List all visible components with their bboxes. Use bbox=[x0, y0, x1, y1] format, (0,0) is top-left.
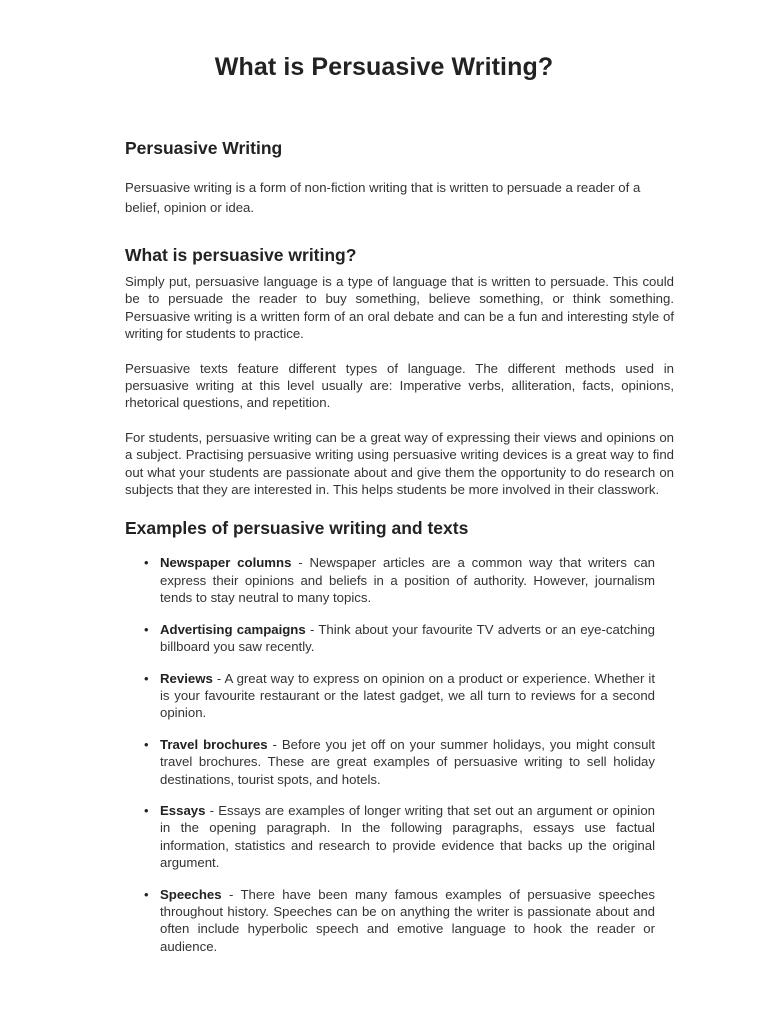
bullet-marker: • bbox=[144, 802, 149, 818]
paragraph-language-types: Persuasive texts feature different types of language. The different methods used in persuasive writing at this level usually are: Imperative verbs, alliteration, facts, opinions, rhetorical questions, and repetition. bbox=[125, 360, 674, 411]
bullet-marker: • bbox=[144, 555, 149, 571]
bullet-marker: • bbox=[144, 736, 149, 752]
list-item-term: Travel brochures bbox=[160, 736, 268, 752]
bullet-marker: • bbox=[144, 670, 149, 686]
list-item-text: - Newspaper articles are a common way that writers can express their opinions and beliefs in a position of authority. However, journalism tends to stay neutral to many topics. bbox=[160, 555, 656, 606]
list-item bbox=[143, 886, 655, 956]
list-item-text: - Before you jet off on your summer holidays, you might consult travel brochures. These are great examples of persuasive writing to sell holiday destinations, tourist spots, and hotels. bbox=[160, 736, 655, 787]
section-heading-persuasive-writing: Persuasive Writing bbox=[125, 138, 283, 158]
list-item-term: Newspaper columns bbox=[160, 555, 292, 571]
intro-paragraph: Persuasive writing is a form of non-fiction writing that is written to persuade a reader of a belief, opinion or idea. bbox=[125, 180, 641, 215]
list-item-term: Essays bbox=[160, 802, 206, 818]
list-item-text: - Think about your favourite TV adverts or an eye-catching billboard you saw recently. bbox=[160, 621, 655, 655]
paragraph-definition: Simply put, persuasive language is a type of language that is written to persuade. This could be to persuade the reader to buy something, believe something, or think something. Persuasive writing is a written form of an oral debate and can be a fun and interesting style of writing for students to practice. bbox=[125, 274, 674, 342]
list-item-text: - A great way to express on opinion on a product or experience. Whether it is your favourite restaurant or the latest gadget, we all turn to reviews for a second opinion. bbox=[160, 670, 655, 721]
list-item-text: - There have been many famous examples of persuasive speeches throughout history. Speeches can be on anything the writer is passionate about and often include hyperbolic speech and emotive language to hook the reader or audience. bbox=[160, 886, 655, 954]
section-heading-examples: Examples of persuasive writing and texts bbox=[125, 518, 469, 539]
section-heading-what-is-persuasive-writing: What is persuasive writing? bbox=[125, 245, 357, 265]
list-item-term: Advertising campaigns bbox=[160, 621, 306, 637]
list-item bbox=[143, 554, 655, 606]
list-item bbox=[143, 736, 655, 788]
page-title: What is Persuasive Writing? bbox=[214, 53, 554, 81]
paragraph-students: For students, persuasive writing can be a great way of expressing their views and opinions on a subject. Practising persuasive writing using persuasive writing devices is a great way to find out what your students are passionate about and give them the opportunity to do research on subjects that they are interested in. This helps students be more involved in their classwork. bbox=[125, 429, 674, 498]
list-item bbox=[143, 802, 655, 872]
bullet-marker: • bbox=[144, 621, 149, 637]
list-item-text: - Essays are examples of longer writing that set out an argument or opinion in the opening paragraph. In the following paragraphs, essays use factual information, statistics and research to provide evidence that backs up the original argument. bbox=[160, 802, 655, 871]
list-item-term: Reviews bbox=[160, 670, 213, 686]
bullet-marker: • bbox=[144, 886, 149, 902]
examples-list bbox=[143, 554, 655, 955]
document-body bbox=[125, 136, 674, 969]
list-item bbox=[143, 621, 655, 656]
list-item-term: Speeches bbox=[160, 886, 222, 902]
list-item bbox=[143, 670, 655, 722]
